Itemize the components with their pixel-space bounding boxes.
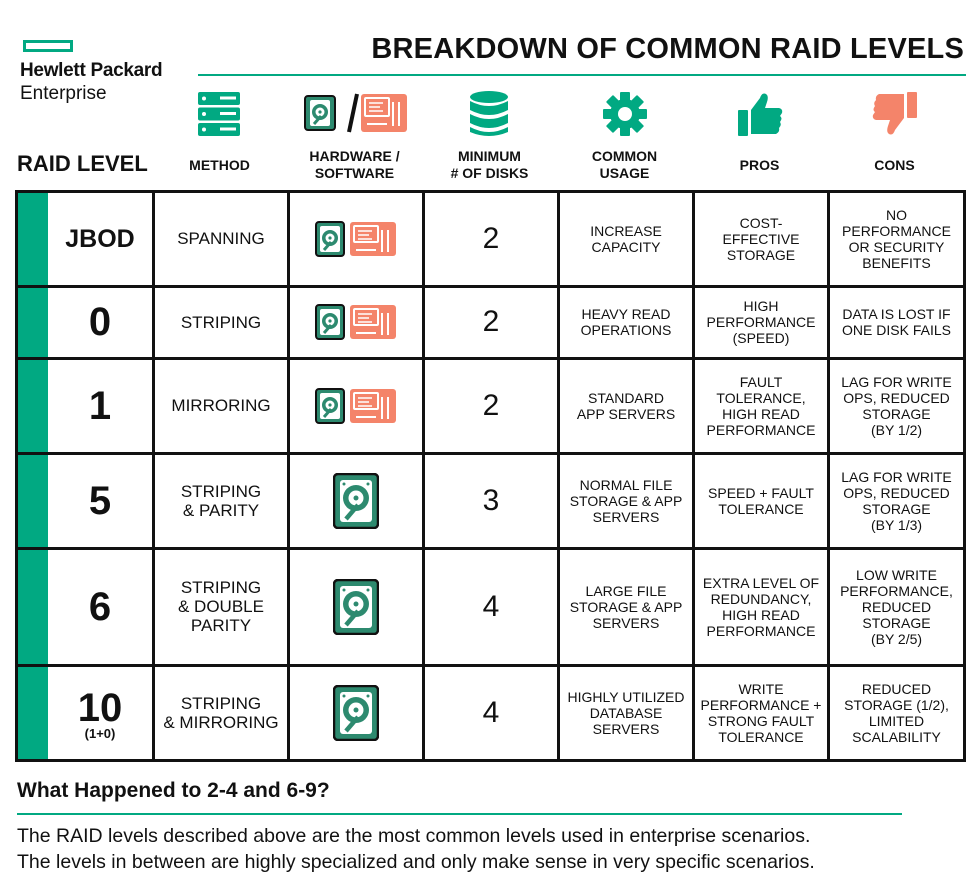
common-usage-header: COMMON USAGE (591, 148, 658, 181)
table-row (17, 192, 965, 287)
brand-line2: Enterprise (20, 83, 107, 104)
raid-level: 10 (77, 685, 123, 730)
raid-level: 6 (88, 584, 112, 629)
hpe-logo-mark (23, 40, 73, 52)
software-card-icon (349, 388, 397, 424)
software-card-icon (349, 221, 397, 257)
database-stack-icon (456, 90, 522, 138)
hardware-software-cell (289, 359, 424, 454)
method-cell: STRIPING & DOUBLE PARITY (154, 548, 289, 665)
hardware-software-cell (289, 453, 424, 548)
hardware-software-cell (289, 286, 424, 358)
hard-drive-icon (333, 685, 379, 741)
minimum-disks-cell: 2 (424, 192, 559, 287)
footer-question: What Happened to 2-4 and 6-9? (17, 779, 330, 802)
hardware-software-cell (289, 666, 424, 761)
software-card-icon (349, 304, 397, 340)
minimum-disks-cell: 2 (424, 286, 559, 358)
raid-table (15, 190, 966, 762)
pros-cell: HIGH PERFORMANCE (SPEED) (694, 286, 829, 358)
common-usage-cell: HIGHLY UTILIZED DATABASE SERVERS (559, 666, 694, 761)
minimum-disks-header: MINIMUM # OF DISKS (450, 148, 529, 181)
table-row (17, 359, 965, 454)
raid-level-cell (17, 286, 154, 358)
raid-level-cell (17, 666, 154, 761)
raid-level: 5 (88, 478, 112, 523)
raid-level-cell (17, 359, 154, 454)
method-cell: STRIPING & MIRRORING (154, 666, 289, 761)
pros-cell: SPEED + FAULT TOLERANCE (694, 453, 829, 548)
raid-level-sub: (1+0) (84, 725, 116, 741)
table-row (17, 453, 965, 548)
cons-cell: DATA IS LOST IF ONE DISK FAILS (829, 286, 965, 358)
hard-drive-icon (333, 579, 379, 635)
hardware-software-cell (289, 192, 424, 287)
hard-drive-icon (333, 473, 379, 529)
accent-stripe (18, 667, 48, 759)
title-rule (198, 74, 966, 76)
accent-stripe (18, 550, 48, 664)
pros-cell: FAULT TOLERANCE, HIGH READ PERFORMANCE (694, 359, 829, 454)
common-usage-cell: HEAVY READ OPERATIONS (559, 286, 694, 358)
method-cell: STRIPING & PARITY (154, 453, 289, 548)
cons-cell: NO PERFORMANCE OR SECURITY BENEFITS (829, 192, 965, 287)
pros-cell: WRITE PERFORMANCE + STRONG FAULT TOLERANCE (694, 666, 829, 761)
raid-level: 0 (88, 300, 112, 345)
common-usage-cell: NORMAL FILE STORAGE & APP SERVERS (559, 453, 694, 548)
footer-line1: The RAID levels described above are the most common levels used in enterprise scenarios. (17, 825, 811, 847)
accent-stripe (18, 288, 48, 357)
hard-drive-icon (315, 221, 345, 257)
cons-cell: REDUCED STORAGE (1/2), LIMITED SCALABILITY (829, 666, 965, 761)
table-row (17, 666, 965, 761)
raid-level: 1 (88, 383, 112, 428)
cons-cell: LAG FOR WRITE OPS, REDUCED STORAGE (BY 1/2) (829, 359, 965, 454)
page-title: BREAKDOWN OF COMMON RAID LEVELS (371, 33, 964, 65)
hardware-software-header: HARDWARE / SOFTWARE (309, 148, 400, 181)
hardware-software-cell (289, 548, 424, 665)
minimum-disks-cell: 4 (424, 548, 559, 665)
accent-stripe (18, 455, 48, 547)
minimum-disks-cell: 3 (424, 453, 559, 548)
software-card-icon (361, 94, 407, 132)
hard-drive-icon (305, 96, 335, 130)
method-cell: MIRRORING (154, 359, 289, 454)
raid-level-header: RAID LEVEL (17, 151, 148, 176)
pros-cell: COST- EFFECTIVE STORAGE (694, 192, 829, 287)
pros-header: PROS (739, 156, 780, 173)
common-usage-cell: LARGE FILE STORAGE & APP SERVERS (559, 548, 694, 665)
minimum-disks-cell: 2 (424, 359, 559, 454)
method-header: METHOD (189, 156, 250, 173)
hard-drive-icon (315, 304, 345, 340)
thumbs-down-icon (862, 90, 928, 138)
gear-icon (592, 90, 658, 138)
pros-cell: EXTRA LEVEL OF REDUNDANCY, HIGH READ PERFORMANCE (694, 548, 829, 665)
raid-level: JBOD (65, 224, 135, 253)
footer-rule (17, 813, 902, 815)
table-row (17, 286, 965, 358)
method-cell: STRIPING (154, 286, 289, 358)
thumbs-up-icon (727, 90, 793, 138)
cons-cell: LOW WRITE PERFORMANCE, REDUCED STORAGE (BY 2/5) (829, 548, 965, 665)
raid-level-cell (17, 192, 154, 287)
accent-stripe (18, 360, 48, 452)
raid-level-cell (17, 453, 154, 548)
cons-cell: LAG FOR WRITE OPS, REDUCED STORAGE (BY 1/3) (829, 453, 965, 548)
hardware-software-icon (300, 90, 412, 138)
raid-level-cell (17, 548, 154, 665)
brand-line1: Hewlett Packard (20, 60, 163, 81)
cons-header: CONS (874, 156, 915, 173)
hard-drive-icon (315, 388, 345, 424)
footer-paragraph (17, 823, 815, 875)
minimum-disks-cell: 4 (424, 666, 559, 761)
common-usage-cell: INCREASE CAPACITY (559, 192, 694, 287)
common-usage-cell: STANDARD APP SERVERS (559, 359, 694, 454)
footer-line2: The levels in between are highly specialized and only make sense in very specific scenarios. (17, 851, 815, 873)
server-rack-icon (186, 90, 252, 138)
table-row (17, 548, 965, 665)
accent-stripe (18, 193, 48, 285)
method-cell: SPANNING (154, 192, 289, 287)
